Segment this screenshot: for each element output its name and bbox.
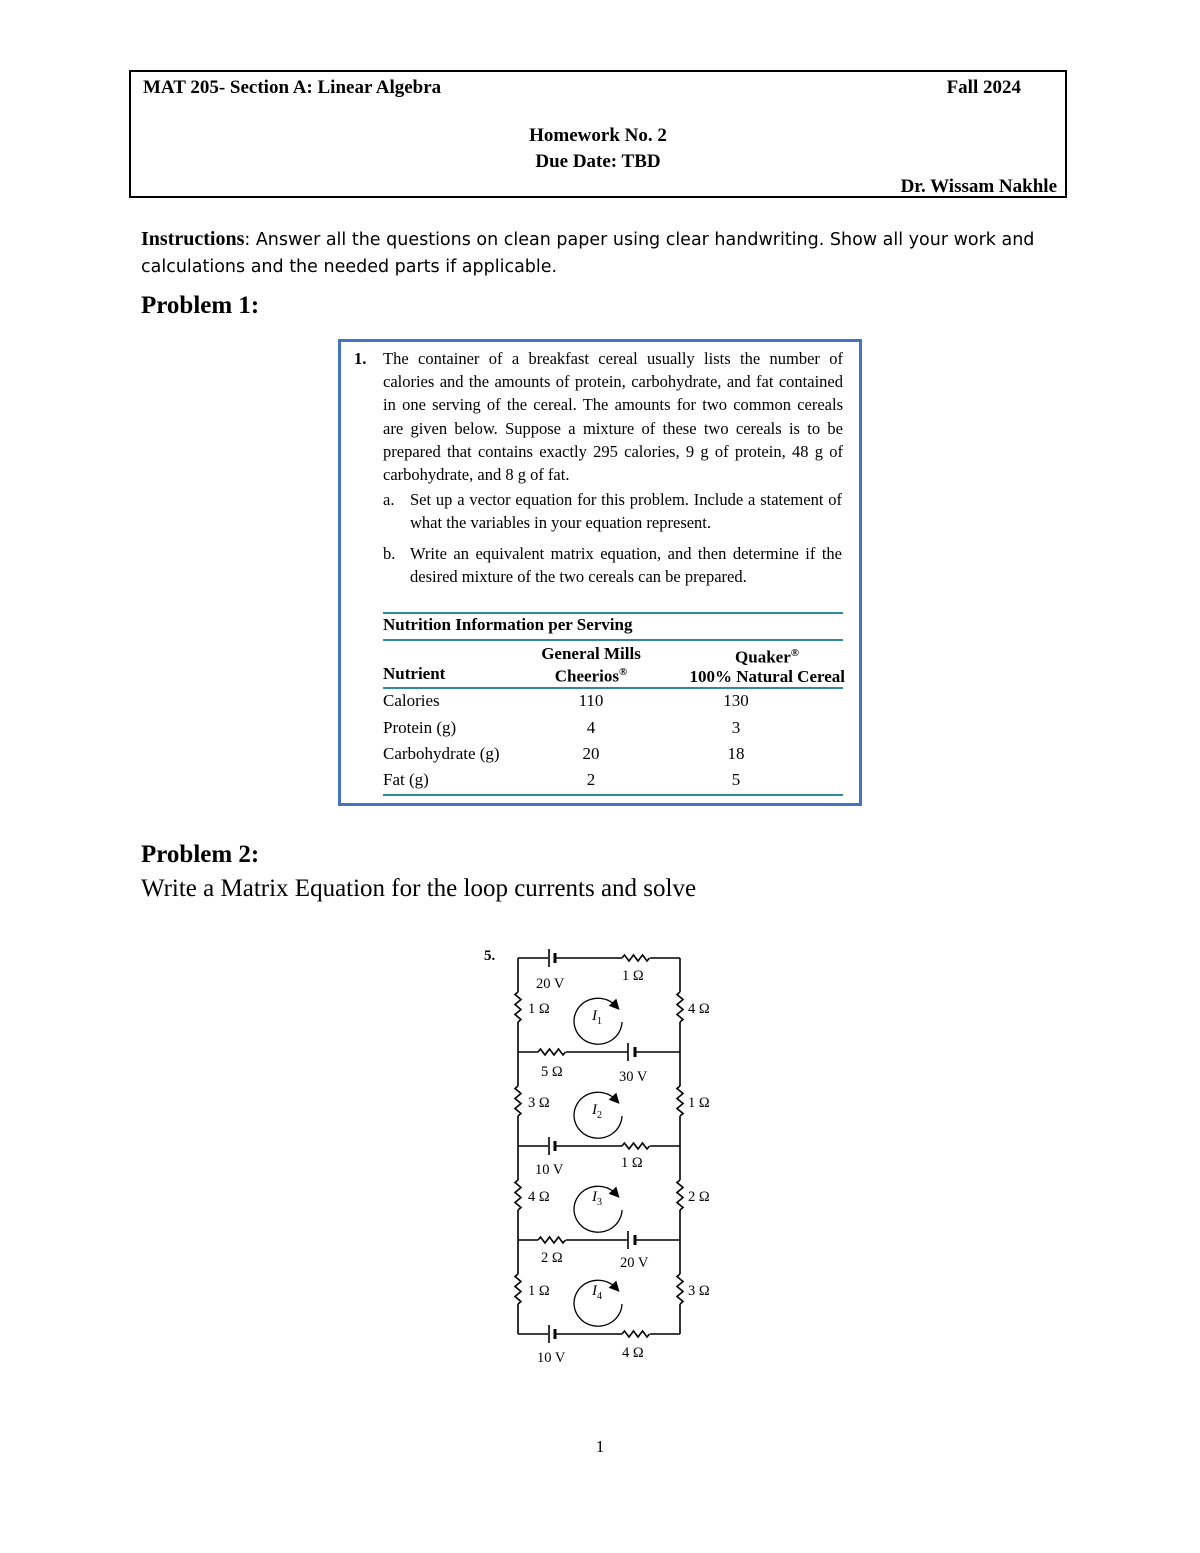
svg-text:I4	[591, 1283, 602, 1302]
header-q-line2: 100% Natural Cereal	[689, 666, 845, 686]
loop-subscript: 1	[597, 1016, 602, 1027]
header-q-line1-wrap	[665, 644, 845, 667]
instructions-label: Instructions	[141, 228, 245, 250]
table-rule-bottom	[383, 794, 843, 796]
label-mid1-resistor: 5 Ω	[541, 1064, 563, 1080]
label-left-1: 1 Ω	[528, 1001, 550, 1017]
instructions-text: : Answer all the questions on clean paper using clear handwriting. Show all your work and calculations and the needed parts if applicable.	[141, 230, 1035, 277]
label-top-battery: 20 V	[536, 976, 565, 992]
table-row-name: Protein (g)	[383, 718, 457, 737]
label-mid2-battery: 10 V	[535, 1162, 564, 1178]
label-right-2: 1 Ω	[688, 1095, 710, 1111]
problem1-heading: Problem 1:	[141, 292, 260, 319]
instructor-name: Dr. Wissam Nakhle	[900, 176, 1057, 197]
label-top-resistor: 1 Ω	[622, 968, 644, 984]
label-bottom-battery: 10 V	[537, 1350, 566, 1366]
header-q-line1: Quaker	[735, 647, 791, 667]
table-caption: Nutrition Information per Serving	[383, 615, 633, 634]
homework-title: Homework No. 2	[529, 125, 667, 146]
table-rule-top	[383, 612, 843, 614]
label-left-4: 1 Ω	[528, 1283, 550, 1299]
part-a-text: Set up a vector equation for this problem. Include a statement of what the variables in your equation represent.	[410, 490, 842, 533]
table-cell-q: 5	[731, 770, 741, 789]
table-cell-gm: 4	[586, 718, 596, 737]
due-date: Due Date: TBD	[535, 151, 661, 172]
loop-symbol: I	[592, 1008, 597, 1024]
page-number: 1	[595, 1437, 605, 1456]
loop-symbol: I	[592, 1102, 597, 1118]
label-mid1-battery: 30 V	[619, 1069, 648, 1085]
table-cell-gm: 20	[582, 744, 600, 763]
component-labels	[528, 968, 710, 1366]
svg-text:I3	[591, 1189, 602, 1208]
problem1-number: 1.	[354, 349, 367, 368]
label-left-2: 3 Ω	[528, 1095, 550, 1111]
loop-symbol: I	[592, 1189, 597, 1205]
problem2-heading: Problem 2:	[141, 841, 260, 868]
table-cell-gm: 2	[586, 770, 596, 789]
table-cell-q: 3	[731, 718, 741, 737]
label-mid3-battery: 20 V	[620, 1255, 649, 1271]
label-left-3: 4 Ω	[528, 1189, 550, 1205]
svg-text:I1	[591, 1008, 602, 1027]
loop-subscript: 2	[597, 1110, 602, 1121]
header-box	[129, 70, 1067, 198]
loop-symbol: I	[592, 1283, 597, 1299]
table-row-name: Calories	[383, 691, 440, 710]
label-right-3: 2 Ω	[688, 1189, 710, 1205]
header-general-mills	[521, 644, 661, 686]
table-row-name: Fat (g)	[383, 770, 429, 789]
table-row-name: Carbohydrate (g)	[383, 744, 500, 763]
table-cell-gm: 110	[578, 691, 604, 710]
problem1-text: The container of a breakfast cereal usually lists the number of calories and the amounts of protein, carbohydrate, and fat contained in one serving of the cereal. The amounts for two common cereals are given below. Suppose a mixture of these two cereals is to be prepared that contains exactly 295 calories, 9 g of protein, 48 g of carbohydrate, and 8 g of fat.	[383, 349, 843, 485]
problem1-box	[338, 339, 862, 806]
semester: Fall 2024	[946, 77, 1021, 98]
loop-subscript: 4	[597, 1291, 602, 1302]
label-right-1: 4 Ω	[688, 1001, 710, 1017]
circuit-number: 5.	[484, 948, 496, 964]
label-right-4: 3 Ω	[688, 1283, 710, 1299]
part-b-label: b.	[383, 544, 396, 563]
label-mid2-resistor: 1 Ω	[621, 1155, 643, 1171]
label-bottom-resistor: 4 Ω	[622, 1345, 644, 1361]
loop-subscript: 3	[597, 1197, 602, 1208]
table-cell-q: 130	[723, 691, 749, 710]
circuit-diagram	[478, 940, 738, 1370]
reg-mark: ®	[619, 666, 628, 678]
header-nutrient: Nutrient	[383, 664, 446, 683]
header-quaker	[665, 644, 845, 686]
header-gm-line1: General Mills	[541, 644, 641, 663]
table-rule-caption	[383, 639, 843, 641]
table-cell-q: 18	[727, 744, 745, 763]
loop-arrows	[574, 998, 622, 1326]
svg-text:I2	[591, 1102, 602, 1121]
part-a-label: a.	[383, 490, 395, 509]
course-title: MAT 205- Section A: Linear Algebra	[143, 77, 442, 98]
reg-mark: ®	[790, 647, 799, 659]
header-gm-line2-wrap	[521, 663, 661, 686]
label-mid3-resistor: 2 Ω	[541, 1250, 563, 1266]
instructions	[141, 226, 1071, 281]
problem2-text: Write a Matrix Equation for the loop currents and solve	[141, 875, 697, 902]
part-b-text: Write an equivalent matrix equation, and then determine if the desired mixture of the two cereals can be prepared.	[410, 544, 842, 587]
table-rule-header	[383, 687, 843, 689]
header-gm-line2: Cheerios	[554, 666, 619, 686]
